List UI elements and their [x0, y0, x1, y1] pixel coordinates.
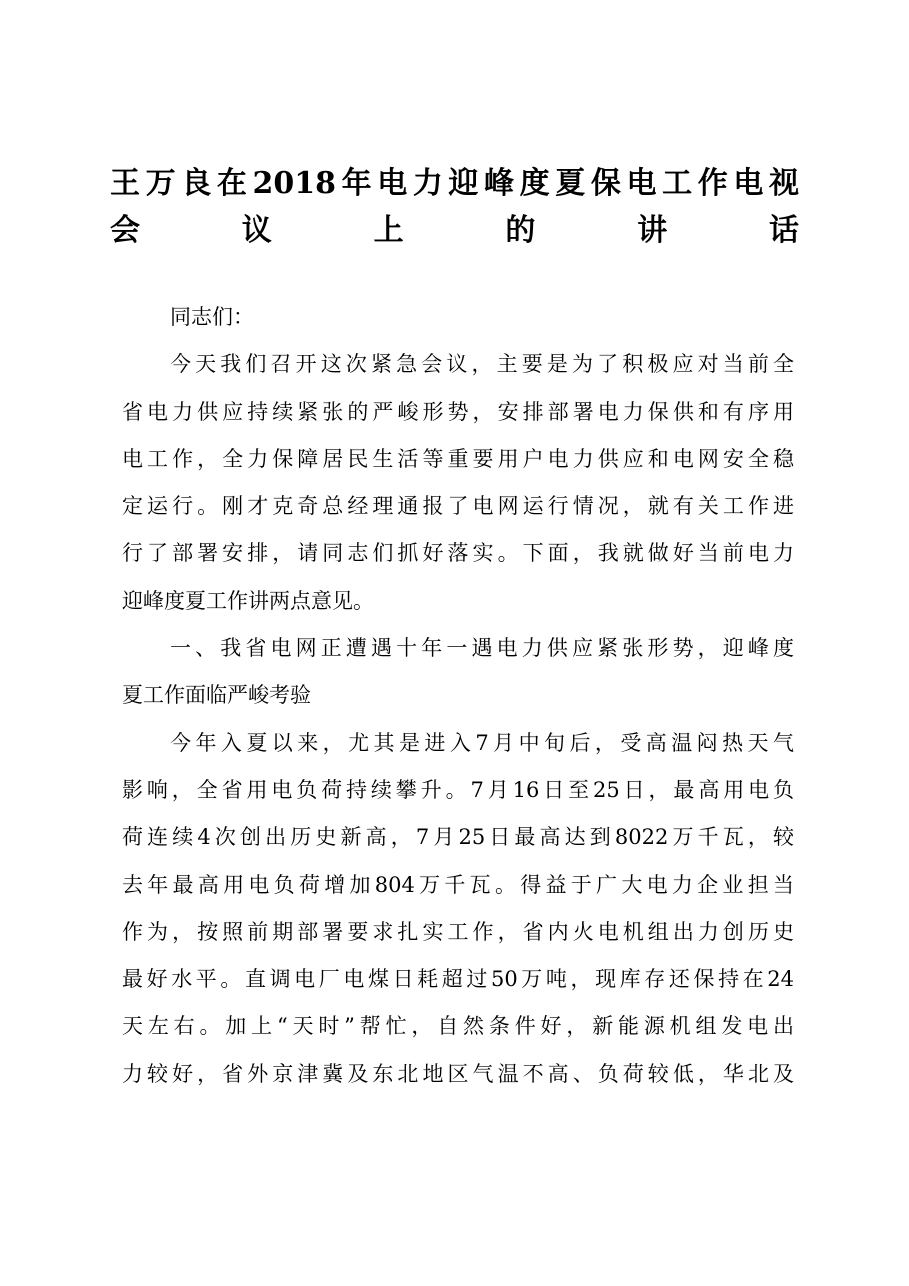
document-title	[110, 160, 799, 255]
paragraph-line: 今天我们召开这次紧急会议，主要是为了积极应对当前全	[170, 352, 794, 377]
paragraph-line: 今年入夏以来，尤其是进入7月中旬后，受高温闷热天气	[170, 730, 794, 755]
paragraph-line: 作为，按照前期部署要求扎实工作，省内火电机组出力创历史	[122, 919, 794, 944]
paragraph-line: 省电力供应持续紧张的严峻形势，安排部署电力保供和有序用	[122, 399, 794, 424]
paragraph-line: 迎峰度夏工作讲两点意见。	[122, 588, 374, 613]
paragraph-line: 定运行。刚才克奇总经理通报了电网运行情况，就有关工作进	[122, 494, 794, 519]
title-line: 会议上的讲话	[110, 213, 799, 249]
paragraph-line: 影响，全省用电负荷持续攀升。7月16日至25日，最高用电负	[122, 777, 794, 802]
section-heading-line: 夏工作面临严峻考验	[122, 683, 311, 708]
paragraph-line: 最好水平。直调电厂电煤日耗超过50万吨，现库存还保持在24	[122, 967, 794, 992]
paragraph-line: 电工作，全力保障居民生活等重要用户电力供应和电网安全稳	[122, 446, 794, 471]
paragraph-line: 力较好，省外京津冀及东北地区气温不高、负荷较低，华北及	[122, 1061, 794, 1086]
paragraph-line: 荷连续4次创出历史新高，7月25日最高达到8022万千瓦，较	[122, 825, 794, 850]
paragraph-line: 天左右。加上“天时”帮忙，自然条件好，新能源机组发电出	[122, 1014, 794, 1039]
section-heading-line: 一、我省电网正遭遇十年一遇电力供应紧张形势，迎峰度	[170, 636, 794, 661]
paragraph-line: 行了部署安排，请同志们抓好落实。下面，我就做好当前电力	[122, 541, 794, 566]
title-line: 王万良在2018年电力迎峰度夏保电工作电视	[110, 166, 799, 201]
salutation: 同志们：	[170, 305, 254, 329]
paragraph-line: 去年最高用电负荷增加804万千瓦。得益于广大电力企业担当	[122, 872, 794, 897]
document-body	[122, 294, 794, 1098]
